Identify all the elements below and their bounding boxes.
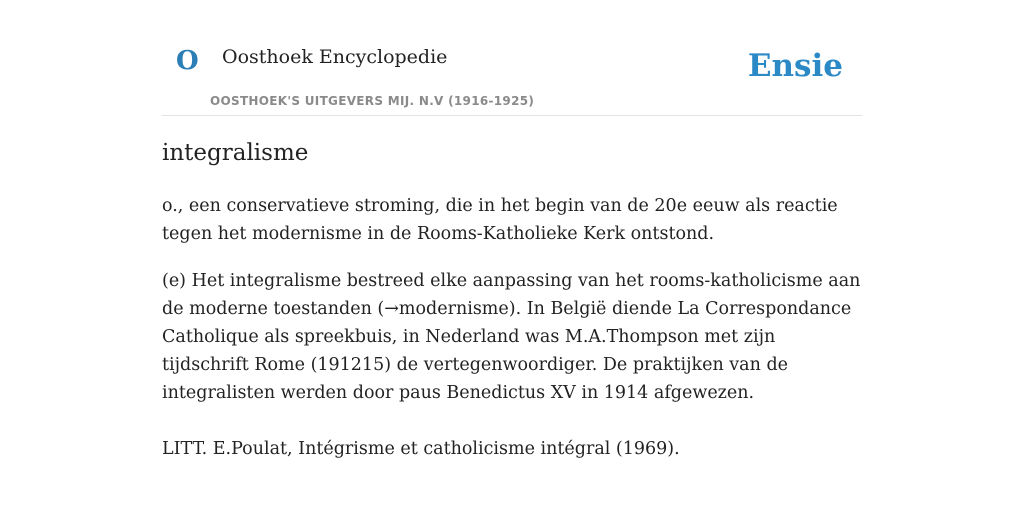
source-title-link[interactable]: Oosthoek Encyclopedie [222, 46, 448, 68]
ensie-logo[interactable]: Ensie [747, 48, 843, 84]
publisher-label: OOSTHOEK'S UITGEVERS MIJ. N.V (1916-1925) [210, 94, 535, 108]
entry-paragraph-body: (e) Het integralisme bestreed elke aanpassing van het rooms-katholicisme aan de moderne toestanden (→modernisme). In België diende La Correspondance Catholique als spreekbuis, in Nederland was M.A.Thompson met zijn tijdschrift Rome (191215) de vertegenwoordiger. De praktijken van de integralisten werden door paus Benedictus XV in 1914 afgewezen. [162, 271, 861, 403]
entry-paragraph-literature: LITT. E.Poulat, Intégrisme et catholicisme intégral (1969). [162, 439, 680, 459]
entry-title: integralisme [162, 140, 309, 166]
entry-paragraph-definition: o., een conservatieve stroming, die in het begin van de 20e eeuw als reactie tegen het modernisme in de Rooms-Katholieke Kerk ontstond. [162, 196, 838, 244]
source-header [162, 36, 862, 116]
source-logo[interactable]: O [176, 46, 199, 76]
